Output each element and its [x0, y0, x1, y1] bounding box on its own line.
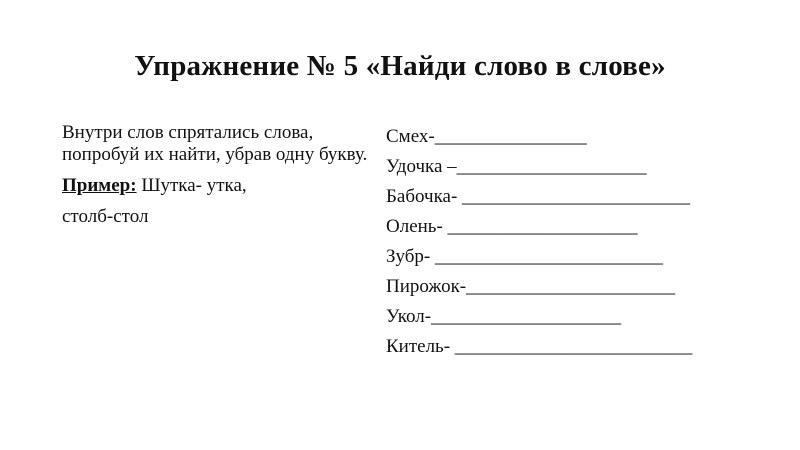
example-line — [62, 175, 380, 197]
word-line-pirozhok: Пирожок-______________________ — [386, 276, 676, 297]
example-text: Шутка- утка, — [136, 175, 247, 196]
word-line-smekh: Смех-________________ — [386, 126, 587, 147]
exercise-title: Упражнение № 5 «Найди слово в слове» — [134, 50, 666, 82]
word-line-udochka: Удочка –____________________ — [386, 156, 647, 177]
instruction-text: Внутри слов спрятались слова, попробуй их найти, убрав одну букву. — [62, 122, 368, 165]
instruction-column — [62, 122, 380, 237]
word-list — [386, 122, 786, 362]
word-line-olen: Олень- ____________________ — [386, 216, 638, 237]
word-line-babochka: Бабочка- ________________________ — [386, 186, 691, 207]
example-line-2: столб-стол — [62, 206, 149, 227]
word-line-zubr: Зубр- ________________________ — [386, 246, 664, 267]
example-label: Пример: — [62, 175, 137, 196]
word-line-ukol: Укол-____________________ — [386, 306, 622, 327]
word-line-kitel: Китель- _________________________ — [386, 336, 693, 357]
